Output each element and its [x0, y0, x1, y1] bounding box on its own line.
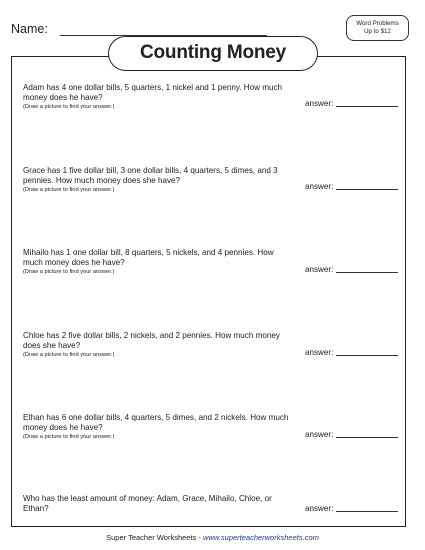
- problem-text: Ethan has 6 one dollar bills, 4 quarters, 5 dimes, and 2 nickels. How much money does he have?: [23, 413, 289, 432]
- answer-label: answer:: [305, 348, 334, 357]
- answer-6: [305, 504, 398, 513]
- footer-brand: Super Teacher Worksheets: [106, 533, 197, 542]
- answer-3: [305, 265, 398, 274]
- worksheet-type-badge: [346, 15, 409, 41]
- problem-3: [23, 248, 293, 276]
- problem-6: [23, 494, 283, 514]
- answer-line: [336, 272, 398, 273]
- problem-hint: (Draw a picture to find your answer.): [23, 352, 115, 358]
- problem-text: Chloe has 2 five dollar bills, 2 nickels, and 2 pennies. How much money does she have?: [23, 331, 280, 350]
- problem-hint: (Draw a picture to find your answer.): [23, 187, 115, 193]
- problem-2: [23, 166, 293, 194]
- footer: [0, 533, 425, 542]
- answer-label: answer:: [305, 265, 334, 274]
- problem-5: [23, 413, 293, 441]
- answer-4: [305, 348, 398, 357]
- answer-2: [305, 182, 398, 191]
- problem-1: [23, 83, 293, 111]
- footer-url[interactable]: www.superteacherworksheets.com: [202, 533, 319, 542]
- problem-hint: (Draw a picture to find your answer.): [23, 269, 115, 275]
- answer-line: [336, 189, 398, 190]
- answer-line: [336, 355, 398, 356]
- answer-5: [305, 430, 398, 439]
- answer-label: answer:: [305, 504, 334, 513]
- answer-line: [336, 106, 398, 107]
- problem-text: Adam has 4 one dollar bills, 5 quarters, 1 nickel and 1 penny. How much money does he have?: [23, 83, 282, 102]
- footer-separator: -: [196, 533, 203, 542]
- problem-hint: (Draw a picture to find your answer.): [23, 434, 115, 440]
- answer-label: answer:: [305, 182, 334, 191]
- page-title: Counting Money: [108, 36, 318, 71]
- badge-line-1: Word Problems: [356, 20, 399, 27]
- badge-line-2: Up to $12: [364, 28, 391, 35]
- problem-hint: (Draw a picture to find your answer.): [23, 104, 115, 110]
- answer-label: answer:: [305, 99, 334, 108]
- worksheet-frame: [11, 56, 406, 527]
- name-label: Name:: [11, 22, 48, 36]
- problem-text: Who has the least amount of money: Adam, Grace, Mihailo, Chloe, or Ethan?: [23, 494, 272, 513]
- problem-text: Grace has 1 five dollar bill, 3 one dollar bills, 4 quarters, 5 dimes, and 3 pennies. How much money does she have?: [23, 166, 278, 185]
- answer-1: [305, 99, 398, 108]
- answer-line: [336, 437, 398, 438]
- problem-4: [23, 331, 293, 359]
- problem-text: Mihailo has 1 one dollar bill, 8 quarters, 5 nickels, and 4 pennies. How much money does he have?: [23, 248, 274, 267]
- answer-line: [336, 511, 398, 512]
- answer-label: answer:: [305, 430, 334, 439]
